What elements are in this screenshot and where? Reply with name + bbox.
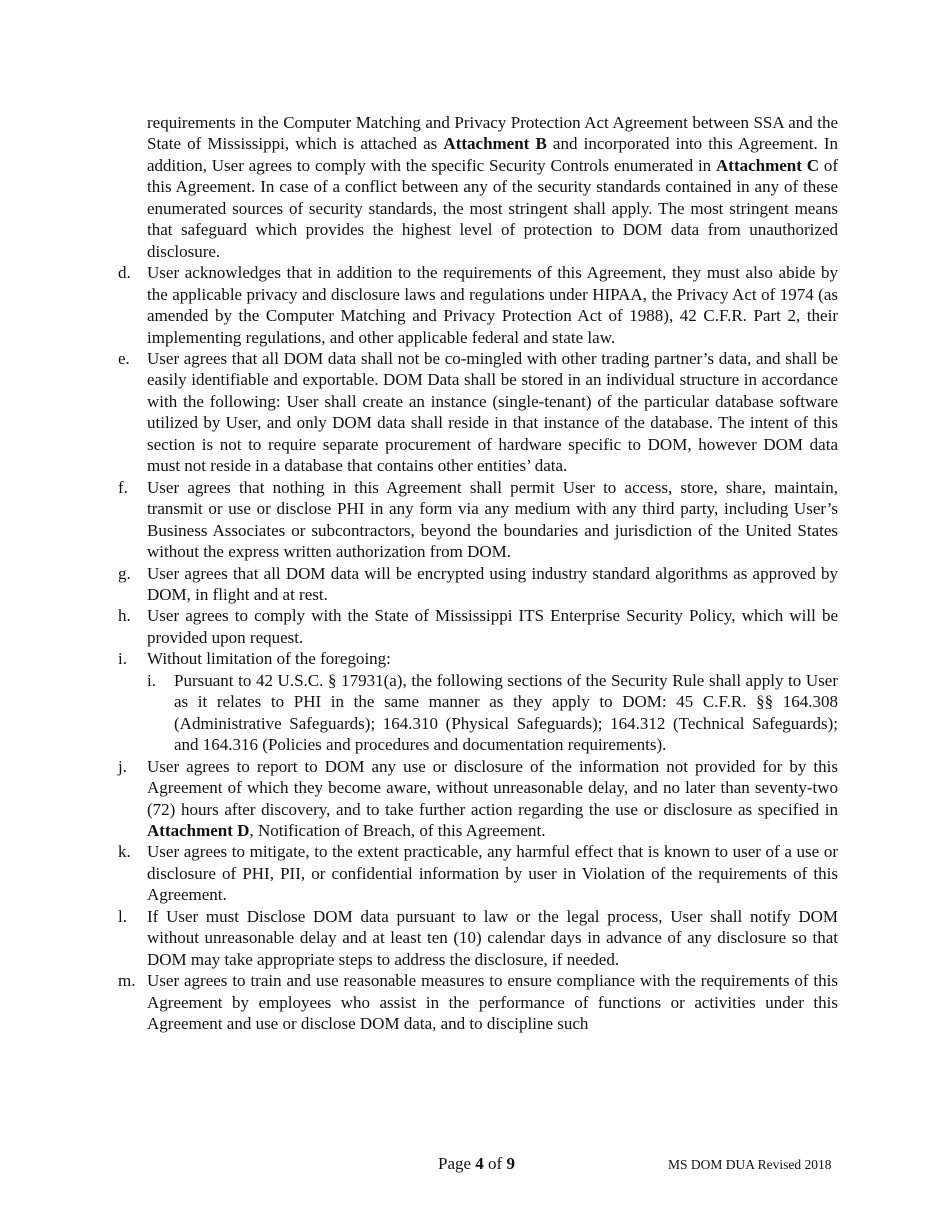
- item-marker: f.: [118, 477, 128, 497]
- attachment-c-ref: Attachment C: [716, 155, 820, 175]
- item-marker: m.: [118, 971, 136, 991]
- item-marker: e.: [118, 348, 130, 368]
- item-text: User agrees that nothing in this Agreement shall permit User to access, store, share, maintain, transmit or use or disclose PHI in any form via any medium with any third party, including User’s Business Associates or subcontractors, beyond the boundaries and jurisdiction of the United States without the express written authorization from DOM.: [147, 477, 838, 562]
- item-marker: h.: [118, 606, 131, 626]
- list-item-h: [118, 605, 838, 648]
- page-number: Page 4 of 9: [438, 1154, 515, 1173]
- item-text: User agrees to comply with the State of Mississippi ITS Enterprise Security Policy, which will be provided upon request.: [147, 606, 838, 647]
- item-marker: j.: [118, 756, 127, 776]
- continuation-paragraph: requirements in the Computer Matching and Privacy Protection Act Agreement between SSA and the State of Mississippi, which is attached as Attachment B and incorporated into this Agreement. In addition, User agrees to comply with the specific Security Controls enumerated in Attachment C of this Agreement. In case of a conflict between any of the security standards contained in any of these enumerated sources of security standards, the most stringent shall apply. The most stringent means that safeguard which provides the highest level of protection to DOM data from unauthorized disclosure.: [147, 113, 839, 261]
- item-text: User agrees to mitigate, to the extent practicable, any harmful effect that is known to user of a use or disclosure of PHI, PII, or confidential information by user in Violation of the requirements of this Agreement.: [147, 842, 838, 905]
- sub-item-text: Pursuant to 42 U.S.C. § 17931(a), the following sections of the Security Rule shall apply to User as it relates to PHI in the same manner as they apply to DOM: 45 C.F.R. §§ 164.308 (Administrative Safeguards); 164.310 (Physical Safeguards); 164.312 (Technical Safeguards); and 164.316 (Policies and procedures and documentation requirements).: [174, 670, 838, 755]
- item-text: User agrees that all DOM data shall not be co-mingled with other trading partner’s data, and shall be easily identifiable and exportable. DOM Data shall be stored in an individual structure in accordance with the following: User shall create an instance (single-tenant) of the particular database software utilized by User, and only DOM data shall reside in that instance of the database. The intent of this section is not to require separate procurement of hardware specific to DOM, however DOM data must not reside in a database that contains other entities’ data.: [147, 348, 838, 476]
- item-text: If User must Disclose DOM data pursuant to law or the legal process, User shall notify DOM without unreasonable delay and at least ten (10) calendar days in advance of any disclosure so that DOM may take appropriate steps to address the disclosure, if needed.: [147, 906, 838, 969]
- document-body: [118, 112, 838, 1034]
- list-item-f: [118, 477, 838, 563]
- list-item-k: [118, 841, 838, 905]
- item-text: User agrees to train and use reasonable measures to ensure compliance with the requirements of this Agreement by employees who assist in the performance of functions or activities under this Agreement and use or disclose DOM data, and to discipline such: [147, 971, 838, 1034]
- item-marker: d.: [118, 263, 131, 283]
- sub-item-i: [118, 670, 838, 756]
- list-item-d: [118, 262, 838, 348]
- item-marker: k.: [118, 842, 131, 862]
- item-text: User acknowledges that in addition to the requirements of this Agreement, they must also abide by the applicable privacy and disclosure laws and regulations under HIPAA, the Privacy Act of 1974 (as amended by the Computer Matching and Privacy Protection Act of 1988), 42 C.F.R. Part 2, their implementing regulations, and other applicable federal and state law.: [147, 263, 838, 347]
- list-item-i: [118, 648, 838, 669]
- list-item-l: [118, 906, 838, 970]
- list-item-j: j. User agrees to report to DOM any use or disclosure of the information not provided for by this Agreement of which they become aware, without unreasonable delay, and no later than seventy-two (72) hours after discovery, and to take further action regarding the use or disclosure as specified in Attachment D, Notification of Breach, of this Agreement.: [118, 756, 838, 840]
- list-item-g: [118, 563, 838, 606]
- item-text: User agrees that all DOM data will be encrypted using industry standard algorithms as approved by DOM, in flight and at rest.: [147, 563, 838, 604]
- list-item-e: [118, 348, 838, 477]
- list-item-m: [118, 970, 838, 1034]
- item-marker: g.: [118, 563, 131, 583]
- document-reference: MS DOM DUA Revised 2018: [668, 1157, 832, 1172]
- item-marker: i.: [118, 649, 127, 669]
- item-marker: l.: [118, 906, 127, 926]
- item-text: Without limitation of the foregoing:: [147, 649, 391, 669]
- attachment-b-ref: Attachment B: [443, 134, 547, 154]
- attachment-d-ref: Attachment D: [147, 820, 250, 840]
- sub-item-marker: i.: [147, 670, 156, 690]
